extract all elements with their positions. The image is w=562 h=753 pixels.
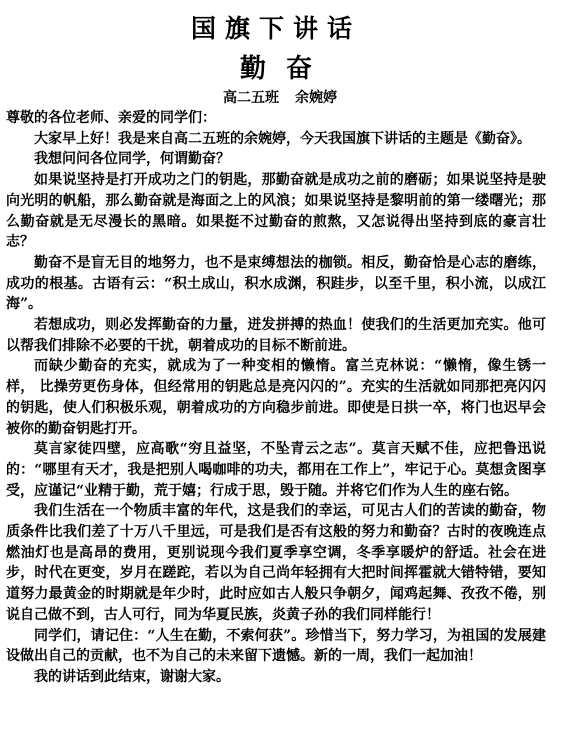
closing-paragraph: 我的讲话到此结束，谢谢大家。 <box>34 668 230 685</box>
paragraph: 勤奋不是盲无目的地努力，也不是束缚想法的枷锁。相反，勤奋恰是心志的磨练，成功的根基。古语有云：“积土成山，积水成渊，积跬步，以至千里，积小流，以成江海”。 <box>6 254 546 313</box>
author-name: 余婉婷 <box>295 90 337 106</box>
paragraph: 若想成功，则必发挥勤奋的力量，迸发拼搏的热血！使我们的生活更加充实。他可以帮我们排除不必要的干扰，朝着成功的目标不断前进。 <box>6 317 546 354</box>
document-subtitle: 勤奋 <box>239 54 332 84</box>
author-line <box>14 88 546 108</box>
paragraph: 而缺少勤奋的充实，就成为了一种变相的懒惰。富兰克林说：“懒惰，像生锈一样， 比操劳更伤身体，但经常用的钥匙总是亮闪闪的”。充实的生活就如同那把亮闪闪的钥匙，使人们积极乐观，朝着成功的方向稳步前进。即使是日拱一卒，将门也迟早会被你的勤奋钥匙打开。 <box>6 358 546 437</box>
paragraph: 我们生活在一个物质丰富的年代，这是我们的幸运，可见古人们的苦读的勤奋，物质条件比我们差了十万八千里远，可是我们是否有这般的努力和勤奋？古时的夜晚连点燃油灯也是高昂的费用，更别说现今我们夏季享空调，冬季享暖炉的舒适。社会在进步，时代在更变，岁月在蹉跎，若以为自己尚年轻拥有大把时间挥霍就大错特错，要知道努力最黄金的时期就是年少时，此时应如古人般只争朝夕，闻鸡起舞、孜孜不倦，别说自己做不到，古人可行，同为华夏民族，炎黄子孙的我们同样能行！ <box>6 503 546 623</box>
paragraph: 大家早上好！我是来自高二五班的余婉婷，今天我国旗下讲话的主题是《勤奋》。 <box>34 130 531 147</box>
paragraph: 如果说坚持是打开成功之门的钥匙，那勤奋就是成功之前的磨砺；如果说坚持是驶向光明的帆船，那么勤奋就是海面之上的风浪；如果说坚持是黎明前的第一缕曙光；那么勤奋就是无尽漫长的黑暗。如果挺不过勤奋的煎熬，又怎说得出坚持到底的豪言壮志？ <box>6 172 546 251</box>
author-class: 高二五班 <box>223 90 279 106</box>
paragraph: 我想问问各位同学，何谓勤奋？ <box>34 151 230 168</box>
speech-body <box>6 108 546 688</box>
greeting: 尊敬的各位老师、亲爱的同学们： <box>6 110 216 126</box>
document-title: 国旗下讲话 <box>190 14 361 43</box>
paragraph: 莫言家徒四壁，应高歌“穷且益坚，不坠青云之志”。莫言天赋不佳，应把鲁迅说的：“哪里有天才，我是把别人喝咖啡的功夫，都用在工作上”，牢记于心。莫想贪图享受，应谨记“业精于勤，荒于嬉；行成于思，毁于随。并将它们作为人生的座右铭。 <box>6 441 546 499</box>
paragraph: 同学们，请记住：“人生在勤，不索何获”。珍惜当下，努力学习，为祖国的发展建设做出自己的贡献，也不为自己的未来留下遗憾。新的一周，我们一起加油！ <box>6 627 546 665</box>
